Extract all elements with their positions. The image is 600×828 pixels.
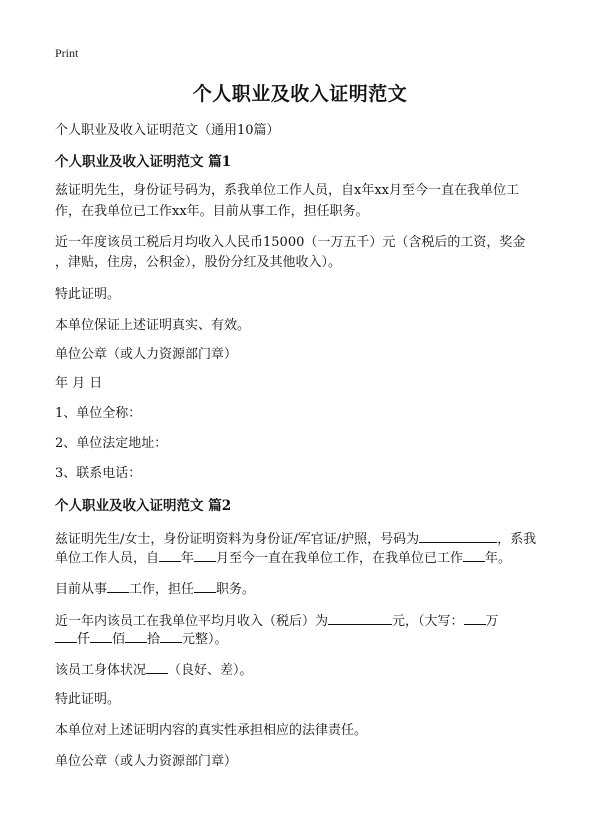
- article-1-paragraph-1-line-1: 兹证明先生，身份证号码为，系我单位工作人员，自x年xx月至今一直在我单位工: [55, 183, 519, 198]
- page-title: 个人职业及收入证明范文: [192, 83, 408, 105]
- position-blank: [194, 578, 216, 593]
- qian-blank: [55, 628, 77, 643]
- article-2-health-text-b: （良好、差）。: [168, 663, 253, 678]
- article-2-p3-text-c: 万: [485, 614, 499, 629]
- article-2-paragraph-2: [55, 578, 555, 601]
- article-1-paragraph-2-line-1: 近一年度该员工税后月均收入人民币15000（一万五千）元（含税后的工资，奖金: [55, 235, 526, 250]
- article-1-seal: 单位公章（或人力资源部门章）: [55, 347, 238, 362]
- article-2-p1-text-d: 年: [181, 551, 195, 566]
- article-1-item-1: 1、单位全称：: [55, 406, 142, 421]
- article-2-p3-text-b: 元，（大写：: [392, 614, 464, 629]
- print-label: Print: [55, 46, 79, 60]
- article-1-guarantee: 本单位保证上述证明真实、有效。: [55, 318, 251, 333]
- yuan-blank: [160, 628, 182, 643]
- monthly-income-blank: [328, 610, 392, 625]
- article-2-p1-text-a: 兹证明先生/女士，身份证明资料为身份证/军官证/护照，号码为: [55, 532, 420, 547]
- article-1-certify: 特此证明。: [55, 287, 121, 302]
- bai-blank: [90, 628, 112, 643]
- article-1-item-2: 2、单位法定地址：: [55, 436, 168, 451]
- years-worked-blank: [463, 547, 485, 562]
- article-2-paragraph-3-line-2: [55, 628, 555, 651]
- article-2-health: [55, 659, 555, 682]
- article-2-p3-text-d: 仟: [77, 632, 91, 647]
- id-number-blank: [419, 528, 497, 543]
- wan-blank: [464, 610, 486, 625]
- article-2-p3-text-a: 近一年内该员工在我单位平均月收入（税后）为: [55, 614, 329, 629]
- article-2-p1-text-c: 单位工作人员，自: [55, 551, 160, 566]
- article-2-p2-text-b: 工作，担任: [129, 582, 195, 597]
- article-1-heading: 个人职业及收入证明范文 篇1: [55, 154, 232, 170]
- article-2-liability: 本单位对上述证明内容的真实性承担相应的法律责任。: [55, 723, 368, 738]
- health-blank: [146, 659, 168, 674]
- article-1-item-3: 3、联系电话：: [55, 466, 142, 481]
- article-2-p3-text-e: 佰: [112, 632, 126, 647]
- article-2-p1-text-f: 年。: [485, 551, 512, 566]
- article-2-health-text-a: 该员工身体状况: [55, 663, 147, 678]
- document-subtitle: 个人职业及收入证明范文（通用10篇）: [55, 123, 280, 138]
- article-2-p1-text-b: ，系我: [497, 532, 537, 547]
- article-2-paragraph-1-line-2: [55, 547, 555, 570]
- start-month-blank: [194, 547, 216, 562]
- article-2-certify: 特此证明。: [55, 692, 121, 707]
- work-blank: [107, 578, 129, 593]
- article-1-paragraph-1-line-2: 作，在我单位已工作xx年。目前从事工作，担任职务。: [55, 204, 369, 219]
- article-1-date: 年 月 日: [55, 376, 103, 391]
- article-2-heading: 个人职业及收入证明范文 篇2: [55, 498, 232, 514]
- article-2-p2-text-c: 职务。: [216, 582, 256, 597]
- article-2-p1-text-e: 月至今一直在我单位工作，在我单位已工作: [216, 551, 464, 566]
- shi-blank: [125, 628, 147, 643]
- article-2-seal: 单位公章（或人力资源部门章）: [55, 754, 238, 769]
- article-2-p3-text-f: 拾: [147, 632, 161, 647]
- article-1-paragraph-2-line-2: ，津贴，住房，公积金），股份分红及其他收入）。: [55, 255, 342, 270]
- start-year-blank: [159, 547, 181, 562]
- article-2-p2-text-a: 目前从事: [55, 582, 108, 597]
- article-2-p3-text-g: 元整）。: [182, 632, 228, 647]
